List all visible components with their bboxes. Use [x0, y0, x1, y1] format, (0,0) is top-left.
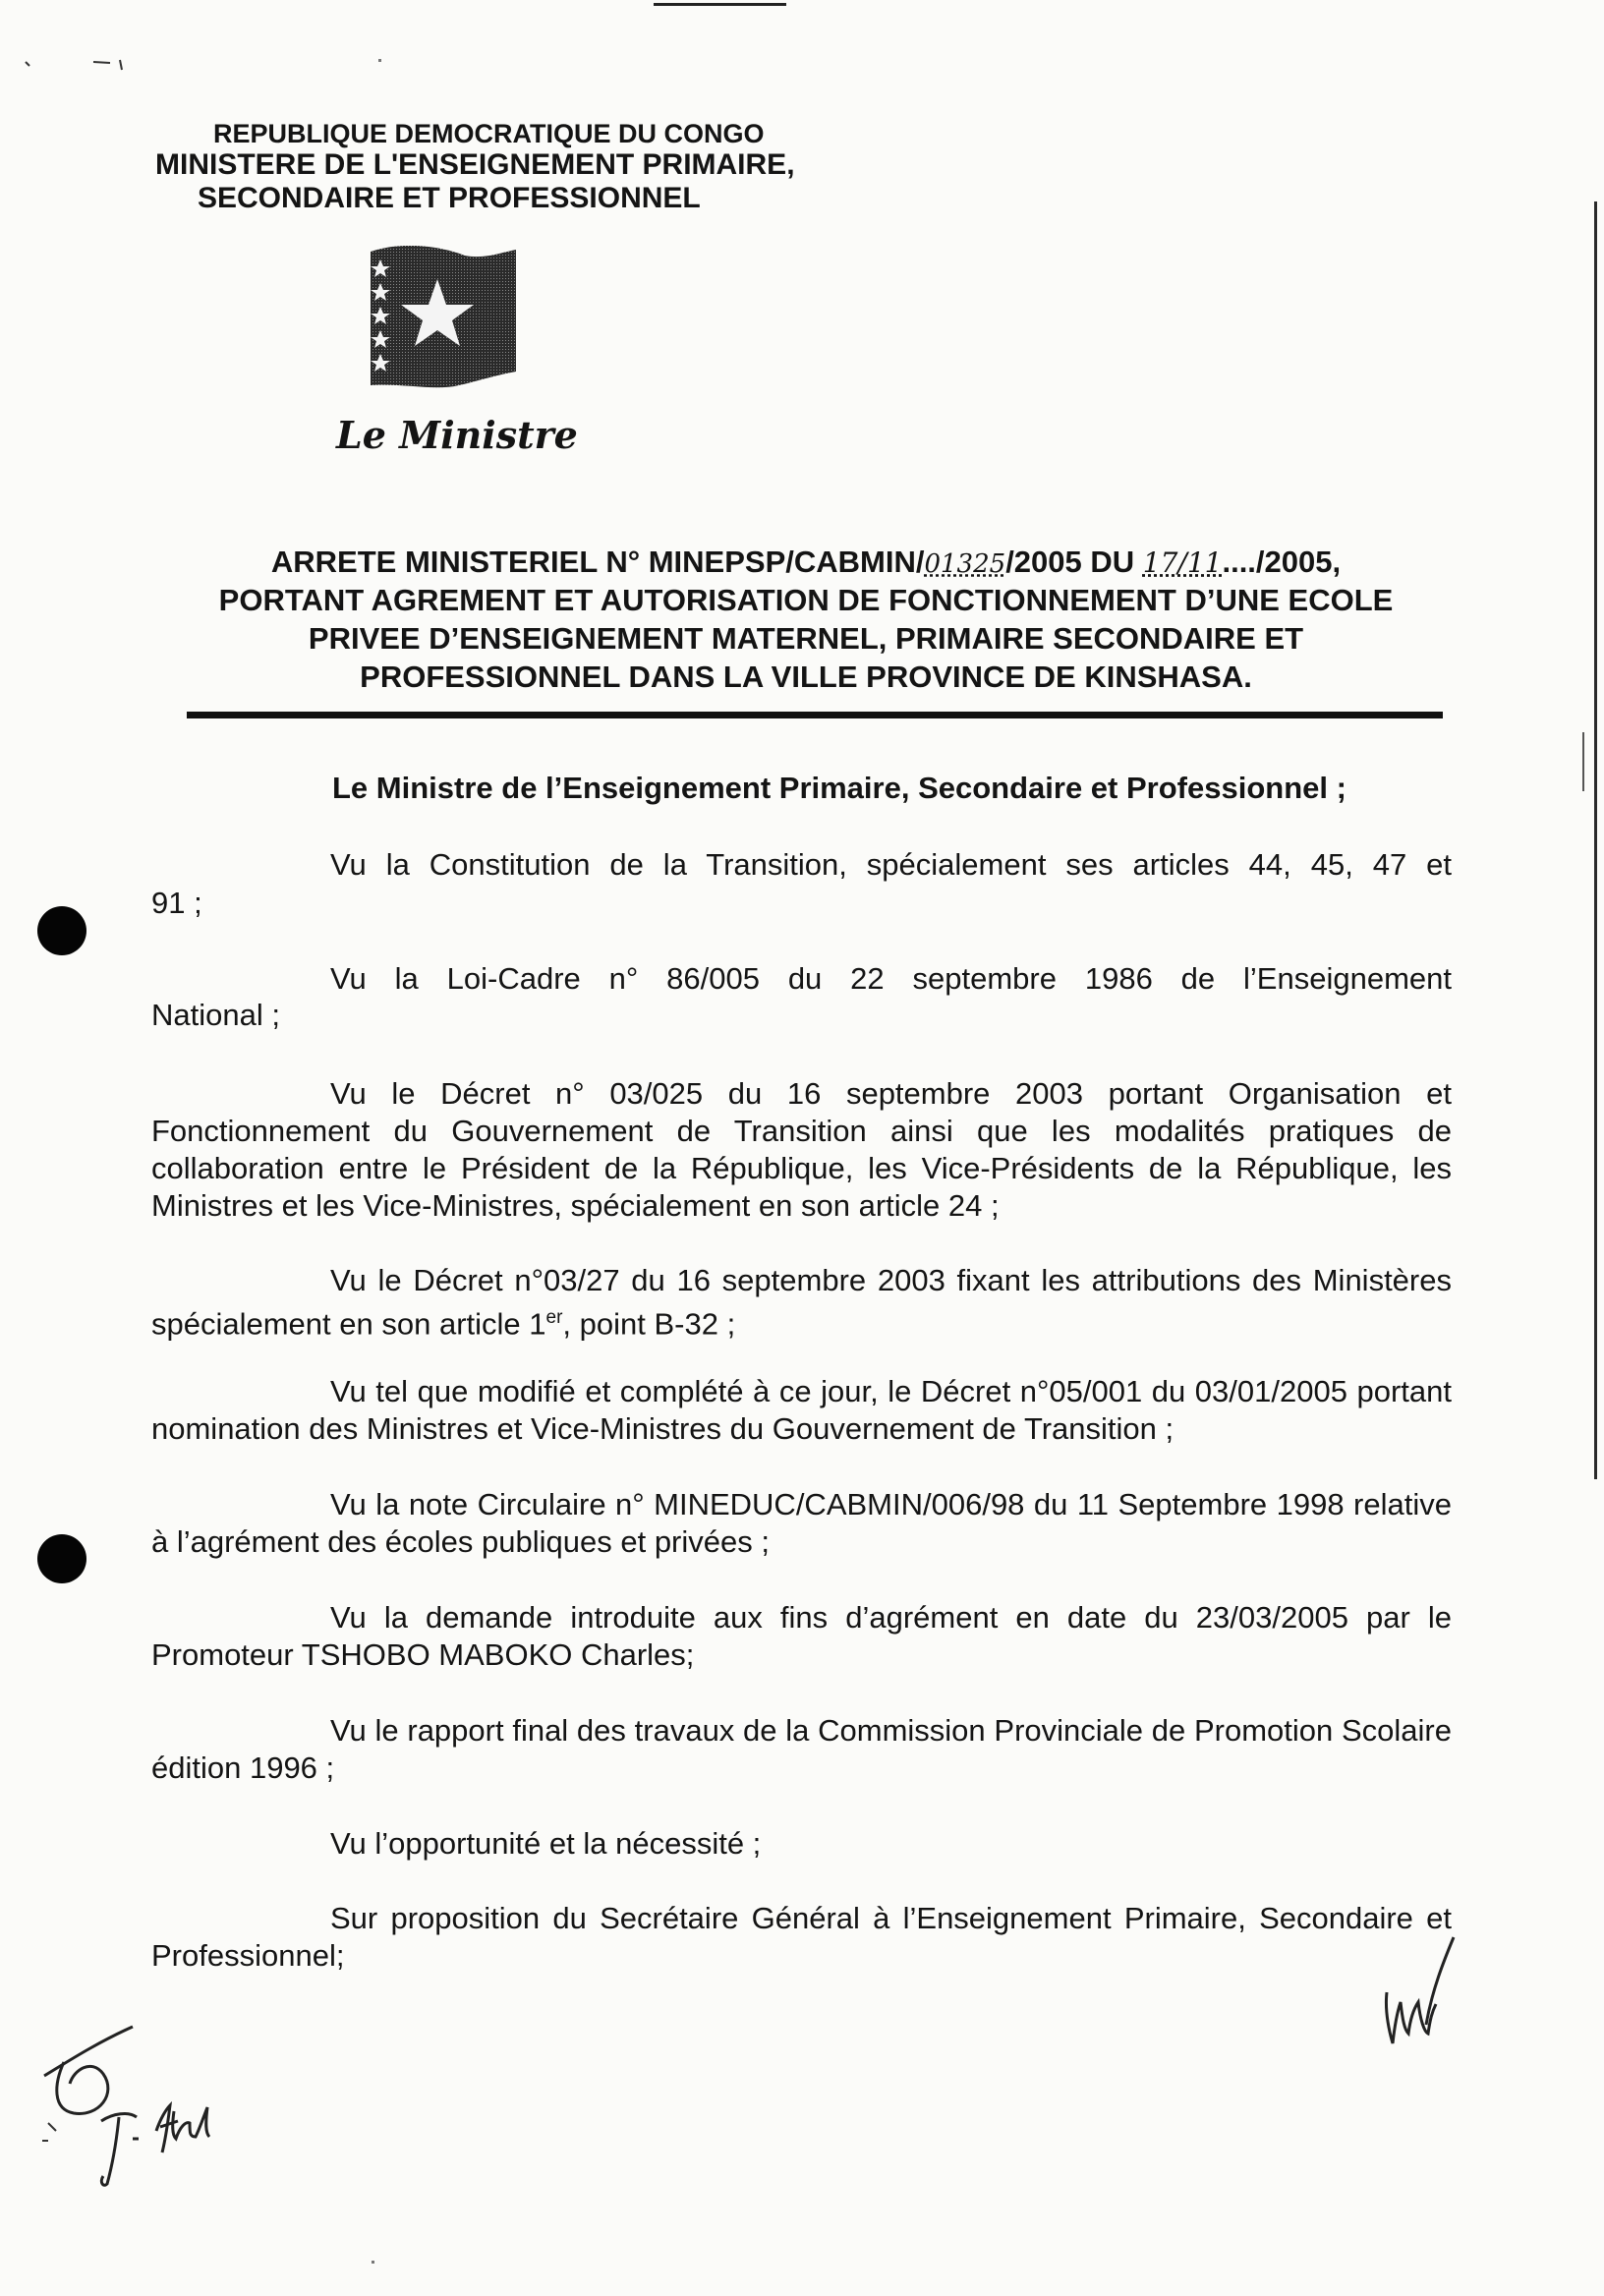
decree-title-line1: [118, 543, 1494, 584]
flag-star-emblem: [367, 246, 524, 393]
decree-title-line2: PORTANT AGREMENT ET AUTORISATION DE FONCTIONNEMENT D’UNE ECOLE: [218, 583, 1394, 617]
letterhead-ministry-line2: SECONDAIRE ET PROFESSIONNEL: [198, 182, 701, 214]
decree-title-line4: PROFESSIONNEL DANS LA VILLE PROVINCE DE KINSHASA.: [360, 660, 1252, 694]
paragraph-decret-03-025: [151, 1075, 1452, 1225]
scan-speck-bottom: [372, 2261, 374, 2264]
paragraph-constitution-line2: 91 ;: [151, 886, 202, 920]
paragraph-note-circulaire-text: Vu la note Circulaire n° MINEDUC/CABMIN/006/98 du 11 Septembre 1998 relative à l’agrément des écoles publiques et privées ;: [151, 1487, 1452, 1559]
decree-title-prefix: ARRETE MINISTERIEL N° MINEPSP/CABMIN/: [270, 545, 925, 579]
decree-title-line3: PRIVEE D’ENSEIGNEMENT MATERNEL, PRIMAIRE SECONDAIRE ET: [308, 621, 1304, 656]
paragraph-rapport-text: Vu le rapport final des travaux de la Commission Provinciale de Promotion Scolaire édition 1996 ;: [151, 1713, 1452, 1785]
paragraph-rapport: [151, 1712, 1452, 1787]
paragraph-note-circulaire: [151, 1486, 1452, 1561]
paragraph-loi-cadre-line1: Vu la Loi-Cadre n° 86/005 du 22 septembre 1986 de l’Enseignement: [330, 961, 1452, 996]
paragraph-opportunite: Vu l’opportunité et la nécessité ;: [330, 1826, 762, 1861]
punch-hole-top: [37, 906, 86, 955]
letterhead-ministry-line1: MINISTERE DE L'ENSEIGNEMENT PRIMAIRE,: [155, 148, 795, 181]
paragraph-decret-03-025-text: Vu le Décret n° 03/025 du 16 septembre 2003 portant Organisation et Fonctionnement du Gouvernement de Transition ainsi que les modalités pratiques de collaboration entre le Président de la République, les Vice-Présidents de la République, les Ministres et les Vice-Ministres, spécialement en son article 24 ;: [151, 1076, 1452, 1223]
paragraph-demande-text: Vu la demande introduite aux fins d’agrément en date du 23/03/2005 par le Promoteur TSHOBO MABOKO Charles;: [151, 1600, 1452, 1672]
handwritten-signature-left: [34, 2015, 260, 2192]
decree-title-suffix: ..../2005,: [1222, 545, 1342, 579]
paragraph-constitution-line1: Vu la Constitution de la Transition, spécialement ses articles 44, 45, 47 et: [330, 847, 1452, 882]
paragraph-decret-03-27-point: , point B-32 ;: [562, 1306, 736, 1342]
punch-hole-bottom: [37, 1534, 86, 1583]
title-divider: [187, 712, 1443, 718]
paragraph-decret-05-001: [151, 1373, 1452, 1448]
preamble: Le Ministre de l’Enseignement Primaire, Secondaire et Professionnel ;: [332, 771, 1346, 805]
scan-right-border-line: [1594, 201, 1597, 1479]
letterhead-country: REPUBLIQUE DEMOCRATIQUE DU CONGO: [213, 119, 765, 148]
paragraph-demande: [151, 1599, 1452, 1674]
scan-corner-marks: [20, 54, 157, 84]
decree-title-mid: /2005 DU: [1005, 545, 1143, 579]
paragraph-decret-05-001-text: Vu tel que modifié et complété à ce jour, le Décret n°05/001 du 03/01/2005 portant nomination des Ministres et Vice-Ministres du Gouvernement de Transition ;: [151, 1374, 1452, 1446]
paragraph-proposition: [151, 1900, 1452, 1975]
handwritten-date: 17/11: [1142, 546, 1223, 579]
scan-right-mark: [1582, 732, 1584, 791]
superscript-er: er: [545, 1307, 563, 1328]
paragraph-decret-03-27: [151, 1262, 1452, 1343]
handwritten-ref-number: 01325: [924, 549, 1006, 579]
scan-speck: [378, 59, 381, 62]
signatory-title: Le Ministre: [336, 413, 578, 457]
paragraph-decret-03-27-text: Vu le Décret n°03/27 du 16 septembre 2003 fixant les attributions des Ministères spécialement en son article 1: [151, 1263, 1452, 1342]
paragraph-loi-cadre-line2: National ;: [151, 998, 280, 1032]
paragraph-proposition-text: Sur proposition du Secrétaire Général à l’Enseignement Primaire, Secondaire et Professionnel;: [151, 1901, 1452, 1973]
handwritten-initials-right: [1371, 1931, 1469, 2069]
scan-top-line: [654, 3, 786, 6]
